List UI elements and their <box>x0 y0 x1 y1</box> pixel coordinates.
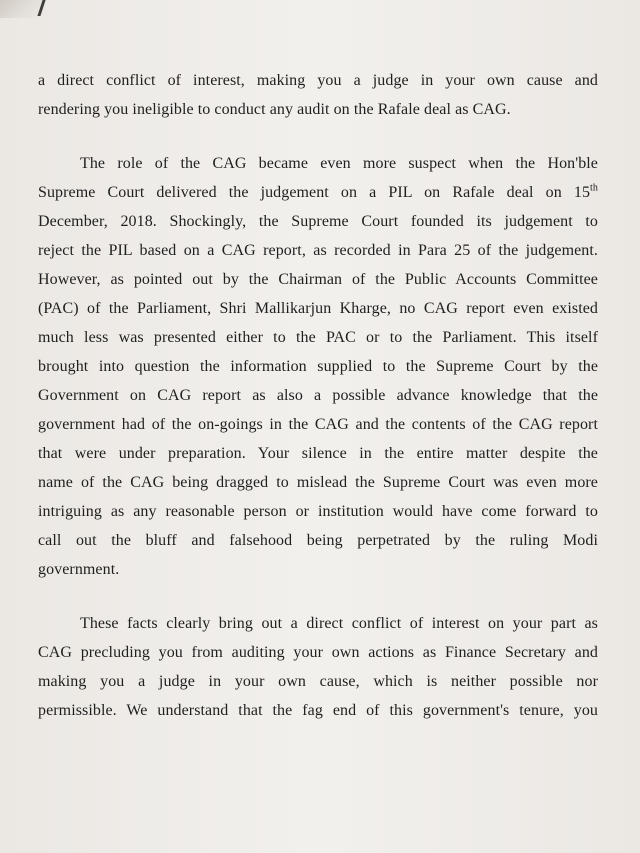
text-line: a direct conflict of interest, making you a judge in your own cause and <box>38 72 598 89</box>
text-line: The role of the CAG became even more suspect when the Hon'ble <box>80 155 598 172</box>
text-line: that were under preparation. Your silence in the entire matter despite the <box>38 445 598 462</box>
paragraph-2 <box>38 149 598 584</box>
text-line <box>38 178 598 207</box>
text-line: permissible. We understand that the fag end of this government's tenure, you <box>38 702 598 719</box>
letter-body <box>38 66 598 750</box>
text-line: government. <box>38 561 120 578</box>
text-line: reject the PIL based on a CAG report, as recorded in Para 25 of the judgement. <box>38 242 598 259</box>
text-line: Government on CAG report as also a possible advance knowledge that the <box>38 387 598 404</box>
text-line: intriguing as any reasonable person or institution would have come forward to <box>38 503 598 520</box>
text-line: (PAC) of the Parliament, Shri Mallikarjun Kharge, no CAG report even existed <box>38 300 598 317</box>
text-line: making you a judge in your own cause, which is neither possible nor <box>38 673 598 690</box>
paragraph-1 <box>38 66 598 124</box>
text-line: call out the bluff and falsehood being perpetrated by the ruling Modi <box>38 532 598 549</box>
text-line: December, 2018. Shockingly, the Supreme Court founded its judgement to <box>38 213 598 230</box>
text-line-content: Supreme Court delivered the judgement on a PIL on Rafale deal on 15 <box>38 184 591 201</box>
text-line: government had of the on-goings in the CAG and the contents of the CAG report <box>38 416 598 433</box>
text-line: rendering you ineligible to conduct any audit on the Rafale deal as CAG. <box>38 101 511 118</box>
paragraph-3 <box>38 609 598 725</box>
text-line: much less was presented either to the PAC or to the Parliament. This itself <box>38 329 598 346</box>
text-line: CAG precluding you from auditing your own actions as Finance Secretary and <box>38 644 598 661</box>
text-line: brought into question the information supplied to the Supreme Court by the <box>38 358 598 375</box>
text-line: name of the CAG being dragged to mislead the Supreme Court was even more <box>38 474 598 491</box>
ordinal-superscript: th <box>590 182 598 194</box>
text-line: However, as pointed out by the Chairman of the Public Accounts Committee <box>38 271 598 288</box>
text-line: These facts clearly bring out a direct conflict of interest on your part as <box>80 615 598 632</box>
